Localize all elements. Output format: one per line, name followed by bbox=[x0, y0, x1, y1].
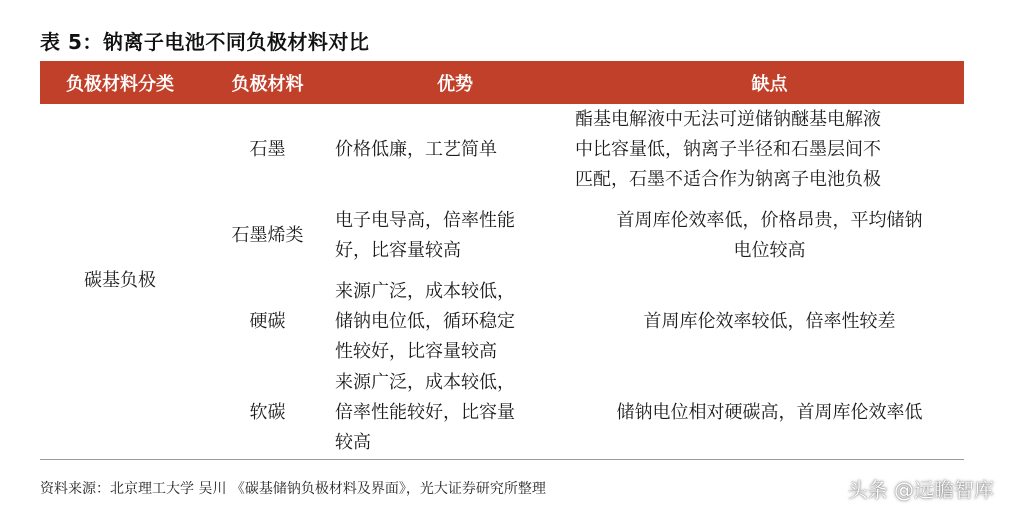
table-header-row bbox=[40, 61, 964, 104]
header-material: 负极材料 bbox=[200, 61, 335, 104]
watermark: 头条 @远瞻智库 bbox=[847, 478, 994, 502]
disadvantage-cell: 首周库伦效率低，价格昂贵，平均储钠 电位较高 bbox=[616, 210, 923, 261]
material-cell: 石墨 bbox=[249, 139, 286, 160]
disadvantage-cell: 储钠电位相对硬碳高，首周库伦效率低 bbox=[616, 402, 923, 423]
table-title: 表 5：钠离子电池不同负极材料对比 bbox=[40, 30, 370, 54]
source-note: 资料来源：北京理工大学 吴川 《碳基储钠负极材料及界面》，光大证券研究所整理 bbox=[40, 481, 546, 497]
advantage-cell: 来源广泛，成本较低， 储钠电位低，循环稳定 性较好，比容量较高 bbox=[335, 281, 515, 362]
comparison-table bbox=[40, 61, 964, 458]
advantage-cell: 来源广泛，成本较低， 倍率性能较好，比容量 较高 bbox=[335, 372, 515, 453]
material-cell: 硬碳 bbox=[249, 311, 286, 332]
material-cell: 石墨烯类 bbox=[231, 225, 304, 246]
header-advantage: 优势 bbox=[335, 61, 575, 104]
advantage-cell: 价格低廉，工艺简单 bbox=[335, 139, 497, 160]
table-bottom-rule bbox=[40, 459, 964, 460]
advantage-cell: 电子电导高，倍率性能 好，比容量较高 bbox=[335, 210, 515, 261]
category-cell: 碳基负极 bbox=[84, 270, 156, 291]
disadvantage-cell: 首周库伦效率较低，倍率性较差 bbox=[643, 311, 896, 332]
disadvantage-cell: 酯基电解液中无法可逆储钠醚基电解液 中比容量低，钠离子半径和石墨层间不 匹配，石墨不适合作为钠离子电池负极 bbox=[575, 109, 881, 190]
material-cell: 软碳 bbox=[249, 402, 286, 423]
header-disadvantage: 缺点 bbox=[575, 61, 964, 104]
table-row bbox=[40, 104, 964, 196]
header-category: 负极材料分类 bbox=[40, 61, 200, 104]
